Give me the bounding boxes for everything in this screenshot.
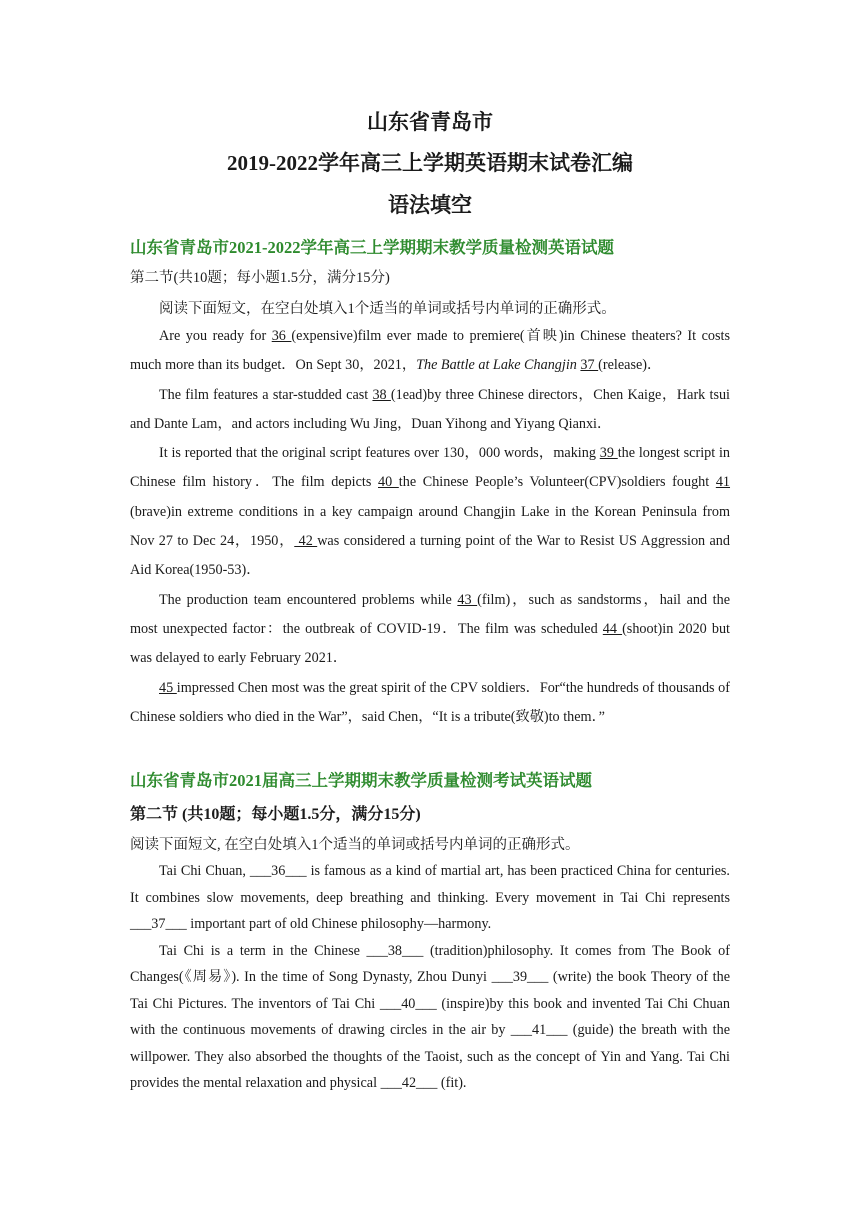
s1-paragraph-1: Are you ready for 36 (expensive)film ever made to premiere(首映)in Chinese theaters? It costs much more than its budget．On Sept 30，2021，The Battle at Lake Changjin 37 (release)． [130, 328, 730, 374]
blank-44: 44 [602, 620, 623, 637]
blank-37: 37 [580, 357, 599, 374]
s1-paragraph-4: The production team encountered problems while 43 (film)，such as sandstorms，hail and the most unexpected factor：the outbreak of COVID-19．The film was scheduled 44 (shoot)in 2020 but was delayed to early February 2021． [130, 591, 731, 667]
blank2-42: ___42___ [380, 1075, 438, 1091]
blank2-40: ___40___ [379, 995, 437, 1012]
blank-45: 45 [159, 679, 177, 696]
blank-38: 38 [372, 386, 391, 403]
section1-passage [130, 322, 730, 732]
section1-part-info: 第二节(共10题；每小题1.5分，满分15分) [130, 270, 390, 286]
blank2-36: ___36___ [249, 863, 307, 879]
blank-39: 39 [599, 445, 618, 462]
blank-36: 36 [271, 328, 292, 344]
section1-instruction: 阅读下面短文，在空白处填入1个适当的单词或括号内单词的正确形式。 [159, 301, 616, 317]
blank2-39: ___39___ [491, 969, 549, 985]
blank-42: 42 [294, 533, 318, 550]
blank-41: 41 [715, 474, 731, 491]
title-region: 山东省青岛市 [367, 110, 493, 134]
section2-passage [130, 858, 730, 1097]
blank2-41: ___41___ [510, 1022, 568, 1038]
s2-paragraph-1: Tai Chi Chuan, ___36___ is famous as a kind of martial art, has been practiced China for centuries. It combines slow movements, deep breathing and thinking. Every movement in Tai Chi represents ___37___ important part of old Chinese philosophy—harmony. [130, 863, 730, 932]
section2-heading: 山东省青岛市2021届高三上学期期末教学质量检测考试英语试题 [130, 771, 592, 790]
title-collection: 2019-2022学年高三上学期英语期末试卷汇编 [227, 151, 633, 175]
s1-paragraph-2: The film features a star-studded cast 38 (1ead)by three Chinese directors，Chen Kaige，Hark tsui and Dante Lam，and actors including Wu Jing，Duan Yihong and Yiyang Qianxi． [130, 386, 730, 432]
section2-instruction: 阅读下面短文, 在空白处填入1个适当的单词或括号内单词的正确形式。 [130, 837, 580, 853]
blank-43: 43 [457, 591, 478, 608]
s2-paragraph-2: Tai Chi is a term in the Chinese ___38___ (tradition)philosophy. It comes from The Book of Changes(《周易》). In the time of Song Dynasty, Zhou Dunyi ___39___ (write) the book Theory of the Tai Chi Pictures. The inventors of Tai Chi ___40___ (inspire)by this book and invented Tai Chi Chuan with the continuous movements of drawing circles in the air by ___41___ (guide) the breath with the willpower. They also absorbed the thoughts of the Taoist, such as the concept of Yin and Yang. Tai Chi provides the mental relaxation and physical ___42___ (fit). [130, 942, 730, 1091]
blank2-38: ___38___ [366, 942, 424, 959]
blank2-37: ___37___ [130, 916, 187, 932]
section1-heading: 山东省青岛市2021-2022学年高三上学期期末教学质量检测英语试题 [130, 238, 614, 257]
title-topic: 语法填空 [388, 193, 472, 217]
s1-paragraph-3: It is reported that the original script features over 130，000 words，making 39 the longest script in Chinese film history．The film depicts 40 the Chinese People’s Volunteer(CPV)soldiers fought 41 (brave)in extreme conditions in a key campaign around Changjin Lake in the Korean Peninsula from Nov 27 to Dec 24，1950， 42 was considered a turning point of the War to Resist US Aggression and Aid Korea(1950-53)． [130, 445, 731, 579]
film-title: The Battle at Lake Changjin [416, 357, 577, 374]
s1-paragraph-5: 45 impressed Chen most was the great spirit of the CPV soldiers．For“the hundreds of thousands of Chinese soldiers who died in the War”，said Chen，“It is a tribute(致敬)to them．” [130, 679, 730, 725]
blank-40: 40 [378, 474, 399, 491]
section2-part-info: 第二节 (共10题；每小题1.5分，满分15分) [130, 806, 421, 823]
